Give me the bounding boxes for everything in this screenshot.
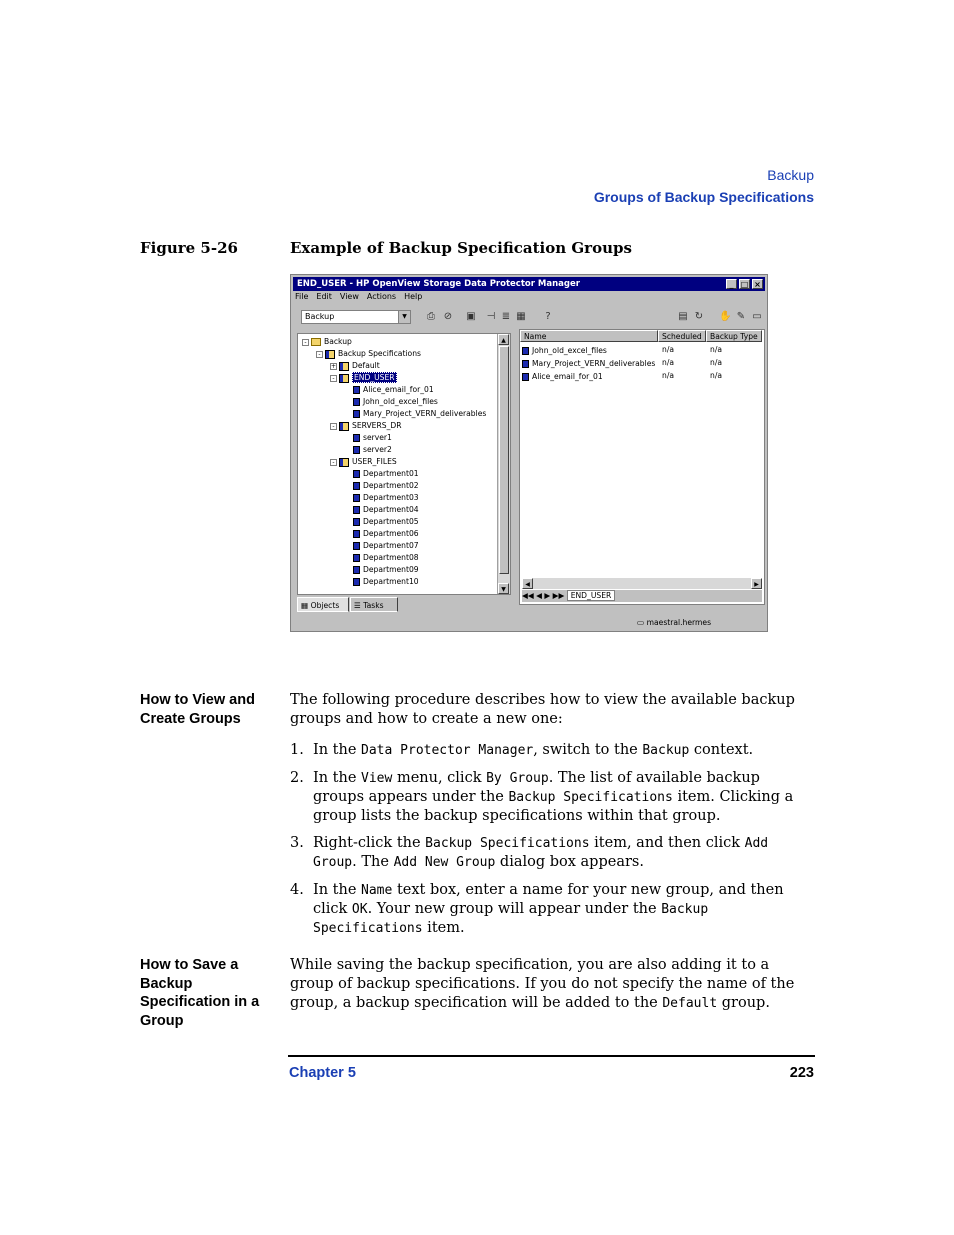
text-run: , switch to the <box>533 742 643 758</box>
tree-item <box>344 576 419 588</box>
text-run: . The list of available backup groups appears under the <box>313 770 760 805</box>
tree-item-label: Department04 <box>363 505 419 514</box>
spec-icon <box>353 542 360 550</box>
grid-icon: ▦ <box>516 311 526 322</box>
step-text <box>313 741 813 760</box>
tab-objects-label: Objects <box>310 601 340 610</box>
stop-icon: ⊘ <box>443 311 453 322</box>
tree-item <box>302 336 352 348</box>
tree-item-label: Backup Specifications <box>338 349 421 358</box>
text-run: dialog box appears. <box>495 854 644 870</box>
tree-item <box>344 396 438 408</box>
tree-item-label: Mary_Project_VERN_deliverables <box>363 409 487 418</box>
text-run: In the <box>313 882 362 898</box>
tree-item-label: server1 <box>363 433 392 442</box>
results-pane <box>519 329 765 605</box>
step-number: 4. <box>290 882 304 898</box>
figure-title: Example of Backup Specification Groups <box>290 239 632 257</box>
tree-item <box>330 456 397 468</box>
help-icon: ? <box>545 311 551 322</box>
menu-item-help: Help <box>404 292 423 301</box>
text-run: context. <box>689 742 754 758</box>
group-icon <box>339 362 349 371</box>
tab-objects <box>297 597 349 612</box>
ui-term: Default <box>662 996 718 1011</box>
tree-item <box>316 348 421 360</box>
list-icon: ≣ <box>501 311 511 322</box>
list-item-backup-type: n/a <box>710 358 723 367</box>
tree-item <box>344 552 419 564</box>
tree-item <box>344 468 419 480</box>
tree-item-label: Department03 <box>363 493 419 502</box>
footer-chapter: Chapter 5 <box>289 1065 356 1081</box>
scroll-down-icon: ▼ <box>498 583 509 594</box>
ui-term: Name <box>361 883 393 898</box>
tree-item <box>344 540 419 552</box>
list-item-scheduled: n/a <box>662 358 675 367</box>
step-text <box>313 881 813 938</box>
tree-item <box>344 444 392 456</box>
running-header-subsection: Groups of Backup Specifications <box>593 189 814 205</box>
running-header-section: Backup <box>767 167 814 183</box>
spec-icon <box>522 373 529 381</box>
text-run: In the <box>313 770 362 786</box>
tree-item-label: END_USER <box>354 373 395 382</box>
edit-icon: ✎ <box>736 311 746 322</box>
horizontal-scrollbar <box>522 578 762 589</box>
text-run: . The <box>352 854 394 870</box>
tree-scrollbar <box>497 334 510 594</box>
sheet-tab-end-user: END_USER <box>567 590 616 601</box>
list-item-scheduled: n/a <box>662 371 675 380</box>
scroll-thumb <box>499 346 509 574</box>
list-item <box>522 345 607 357</box>
tree-item-label: USER_FILES <box>352 457 397 466</box>
tree-item <box>330 420 402 432</box>
close-icon: × <box>752 279 763 289</box>
spec-icon <box>353 518 360 526</box>
text-run: In the <box>313 742 362 758</box>
tree-item <box>344 384 434 396</box>
spec-icon <box>353 554 360 562</box>
chevron-down-icon: ▼ <box>398 311 410 323</box>
sheet-nav-icon: ◀◀ ◀ ▶ ▶▶ <box>522 591 567 600</box>
scroll-left-icon: ◀ <box>522 578 533 589</box>
text-run: Right-click the <box>313 835 426 851</box>
new-folder-icon: ▣ <box>466 311 476 322</box>
tree-item <box>344 516 419 528</box>
scroll-right-icon: ▶ <box>751 578 762 589</box>
tree-item-label: Default <box>352 361 380 370</box>
scoping-pane <box>297 333 511 595</box>
sheet-tabs <box>522 590 762 602</box>
tree-item-label: Alice_email_for_01 <box>363 385 434 394</box>
navigation-tabs <box>297 597 511 613</box>
folder-icon <box>311 338 321 346</box>
spec-icon <box>353 494 360 502</box>
list-item-name: John_old_excel_files <box>532 346 607 355</box>
app-window-figure <box>290 274 768 632</box>
tree-item <box>344 528 419 540</box>
spec-icon <box>522 347 529 355</box>
group-icon <box>339 422 349 431</box>
list-item <box>522 358 655 370</box>
list-item-backup-type: n/a <box>710 345 723 354</box>
spec-icon <box>353 386 360 394</box>
context-combo <box>301 310 411 324</box>
column-header-scheduled: Scheduled <box>658 330 706 342</box>
expand-icon: + <box>331 362 337 370</box>
minimize-icon: _ <box>726 279 737 289</box>
column-header-backup-type: Backup Type <box>706 330 762 342</box>
spec-icon <box>353 506 360 514</box>
collapse-icon: - <box>302 339 309 346</box>
collapse-icon: - <box>330 375 337 382</box>
text-run: item. <box>422 920 465 936</box>
page-number: 223 <box>789 1065 814 1081</box>
maximize-icon: □ <box>740 280 749 289</box>
step-number: 1. <box>290 742 304 758</box>
spec-icon <box>353 482 360 490</box>
window-titlebar <box>293 277 765 291</box>
tree-item <box>344 504 419 516</box>
context-combo-value: Backup <box>305 312 335 321</box>
tree-item-label: Department08 <box>363 553 419 562</box>
footer-rule <box>288 1055 815 1057</box>
step-number: 3. <box>290 835 304 851</box>
backup-spec-folder-icon <box>325 350 335 359</box>
scroll-up-icon: ▲ <box>498 334 509 345</box>
tree-item <box>344 408 486 420</box>
menubar <box>295 292 430 304</box>
tree-item <box>344 492 419 504</box>
list-item-backup-type: n/a <box>710 371 723 380</box>
tree-item <box>344 432 392 444</box>
spec-icon <box>353 470 360 478</box>
group-icon <box>339 458 349 467</box>
tasks-icon: ☰ <box>354 601 364 610</box>
tree-item-label: Department10 <box>363 577 419 586</box>
tree-item-label: SERVERS_DR <box>352 421 402 430</box>
text-run: menu, click <box>392 770 487 786</box>
menu-item-edit: Edit <box>316 292 332 301</box>
tree-item-label: Department09 <box>363 565 419 574</box>
text-run: group. <box>717 995 770 1011</box>
tree-item-label: John_old_excel_files <box>363 397 438 406</box>
list-item-name: Mary_Project_VERN_deliverables <box>532 359 656 368</box>
tree-item-label: Department07 <box>363 541 419 550</box>
text-run: text box, enter a name for your new group, and then click <box>313 882 784 917</box>
tree-item <box>344 480 419 492</box>
tree-item-label: Department05 <box>363 517 419 526</box>
tree-item <box>330 372 397 384</box>
tab-tasks <box>350 597 398 612</box>
tree-item-label: Backup <box>324 337 352 346</box>
text-run: item. Clicking a group lists the backup specifications within that group. <box>313 789 794 824</box>
spec-icon <box>353 410 360 418</box>
tab-tasks-label: Tasks <box>363 601 384 610</box>
tree-item-label: Department06 <box>363 529 419 538</box>
group-icon <box>339 374 349 383</box>
window-icon: ▭ <box>752 311 762 322</box>
tree-item-label: Department02 <box>363 481 419 490</box>
spec-icon <box>353 446 360 454</box>
spec-icon <box>353 578 360 586</box>
text-run: item, and then click <box>589 835 745 851</box>
menu-item-actions: Actions <box>366 292 397 301</box>
ui-term: By Group <box>486 771 549 786</box>
menu-item-file: File <box>295 292 309 301</box>
list-item-scheduled: n/a <box>662 345 675 354</box>
pin-icon: ⊣ <box>486 311 496 322</box>
window-title: END_USER - HP OpenView Storage Data Protector Manager <box>297 279 580 289</box>
text-run: . Your new group will appear under the <box>367 901 662 917</box>
ui-term: View <box>361 771 393 786</box>
section-heading-view-create: How to View and Create Groups <box>140 692 255 727</box>
spec-icon <box>353 530 360 538</box>
ui-term: Data Protector Manager <box>361 743 534 758</box>
section2-body <box>290 956 814 1013</box>
list-item <box>522 371 603 383</box>
spec-icon <box>353 434 360 442</box>
collapse-icon: - <box>330 459 337 466</box>
step-text <box>313 769 813 826</box>
properties-icon: ▤ <box>678 311 688 322</box>
status-host-text: maestral.hermes <box>646 618 712 627</box>
toolbar <box>295 308 763 328</box>
text-run: While saving the backup specification, you are also adding it to a group of backup specifications. If you do not specify the name of the group, a backup specification will be added to the <box>290 957 795 1011</box>
section-intro: The following procedure describes how to view the available backup groups and how to create a new one: <box>290 692 795 727</box>
ui-term: Add Group <box>313 836 769 870</box>
collapse-icon: - <box>316 351 323 358</box>
section-heading-save: How to Save a Backup Specification in a Group <box>140 957 260 1029</box>
tree-item-label: server2 <box>363 445 392 454</box>
tree-item <box>344 564 419 576</box>
collapse-icon: - <box>330 423 337 430</box>
status-bar <box>295 617 763 629</box>
figure-label: Figure 5-26 <box>140 239 238 257</box>
refresh-icon: ↻ <box>694 311 704 322</box>
tree-item <box>330 360 380 372</box>
step-number: 2. <box>290 770 304 786</box>
hand-icon: ✋ <box>719 311 732 322</box>
column-header-name: Name <box>520 330 658 342</box>
list-item-name: Alice_email_for_01 <box>532 372 603 381</box>
ui-term: Backup Specifications <box>425 836 590 851</box>
ui-term: Add New Group <box>393 855 496 870</box>
ui-term: Backup <box>642 743 690 758</box>
objects-icon: ▦ <box>301 601 311 610</box>
spec-icon <box>353 566 360 574</box>
menu-item-view: View <box>339 292 359 301</box>
tree-item-label: Department01 <box>363 469 419 478</box>
status-host: ▭ maestral.hermes <box>637 618 712 627</box>
ui-term: Backup Specifications <box>313 902 709 936</box>
step-text <box>313 834 813 872</box>
ui-term: Backup Specifications <box>508 790 673 805</box>
printer-icon: ⎙ <box>427 311 435 322</box>
spec-icon <box>353 398 360 406</box>
spec-icon <box>522 360 529 368</box>
ui-term: OK <box>351 902 368 917</box>
